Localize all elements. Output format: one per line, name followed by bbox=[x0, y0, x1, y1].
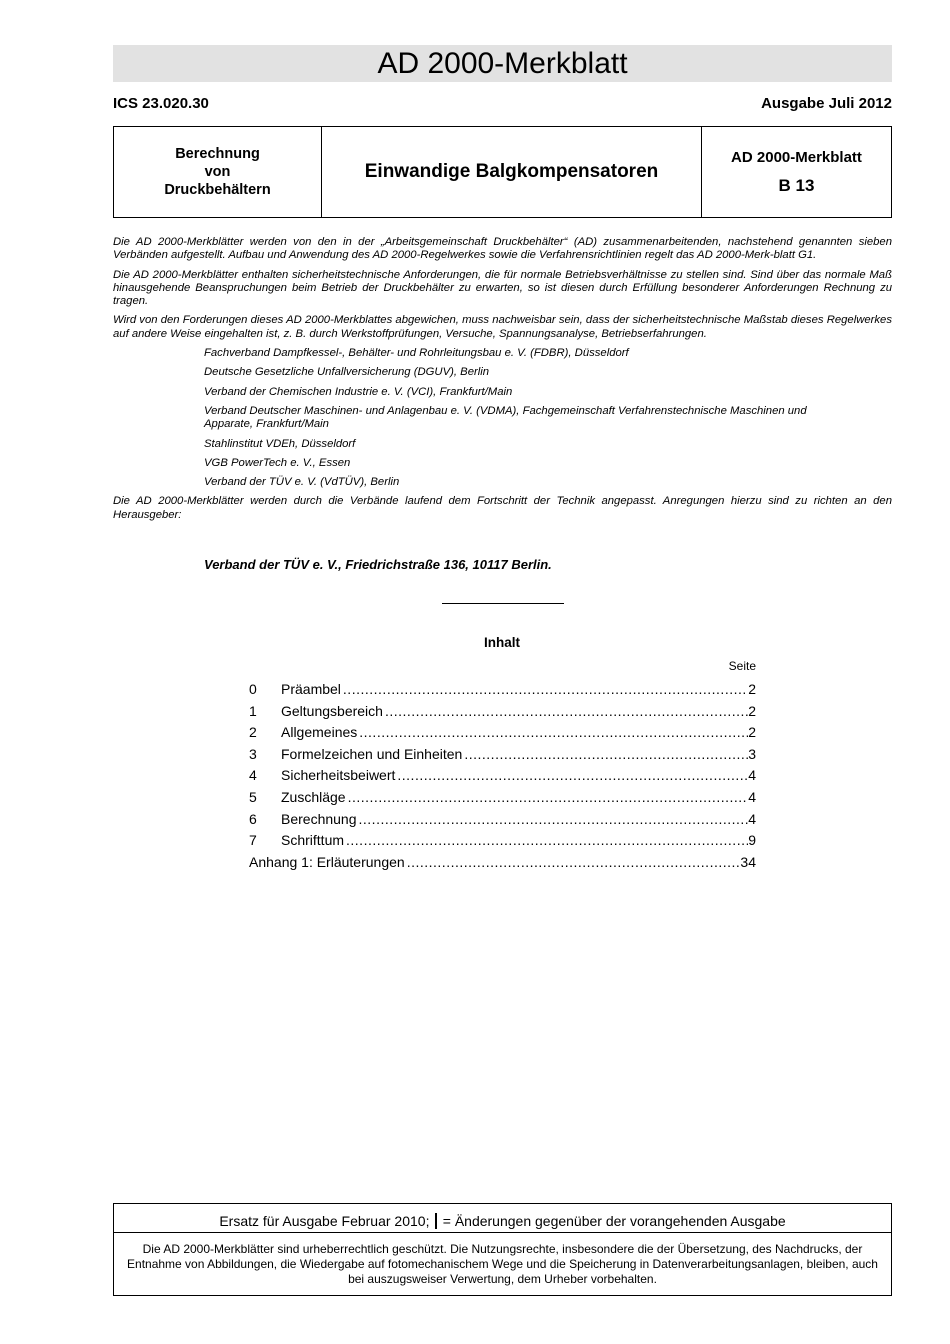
sheet-id-cell bbox=[702, 127, 891, 217]
toc-number: 1 bbox=[249, 702, 257, 719]
change-bar-icon bbox=[435, 1213, 437, 1229]
footer-box bbox=[113, 1203, 892, 1296]
toc-page: 3 bbox=[748, 745, 756, 762]
toc-title: Berechnung bbox=[281, 810, 357, 827]
toc-leader bbox=[405, 852, 741, 874]
category-cell bbox=[114, 127, 322, 217]
change-legend-text: = Änderungen gegenüber der vorangehenden Ausgabe bbox=[442, 1213, 786, 1229]
association-item: Stahlinstitut VDEh, Düsseldorf bbox=[204, 437, 356, 450]
association-item: Verband der TÜV e. V. (VdTÜV), Berlin bbox=[204, 476, 400, 489]
issue-date: Ausgabe Juli 2012 bbox=[761, 95, 892, 112]
intro-paragraph: Die AD 2000-Merkblätter enthalten sicherheitstechnische Anforderungen, die für normale Betriebsverhältnisse zu stellen sind. Sind über das normale Maß hinausgehende Beanspruchungen beim Betrieb der Druckbehälter zu erwarten, so ist diesen durch Erfüllung besonderer Anforderungen Rechnung zu tragen. bbox=[113, 268, 892, 308]
toc-number: 6 bbox=[249, 810, 257, 827]
table-of-contents bbox=[249, 679, 756, 873]
sheet-number: B 13 bbox=[778, 175, 815, 195]
sheet-series: AD 2000-Merkblatt bbox=[731, 148, 862, 166]
toc-entry[interactable] bbox=[249, 744, 756, 766]
association-item: Verband Deutscher Maschinen- und Anlagenbau e. V. (VDMA), Fachgemeinschaft Verfahrenstechnische Maschinen und Apparate, Frankfurt/Main bbox=[204, 404, 807, 431]
toc-entry[interactable] bbox=[249, 852, 756, 874]
category-line: Berechnung bbox=[175, 146, 260, 162]
toc-page-label: Seite bbox=[728, 659, 756, 673]
toc-number: 3 bbox=[249, 745, 257, 762]
subject-title: Einwandige Balgkompensatoren bbox=[322, 127, 702, 217]
toc-leader bbox=[344, 830, 748, 852]
toc-page: 2 bbox=[748, 702, 756, 719]
toc-leader bbox=[357, 809, 749, 831]
association-list bbox=[113, 347, 892, 489]
toc-number: 2 bbox=[249, 724, 257, 741]
toc-leader bbox=[395, 765, 748, 787]
toc-page: 4 bbox=[748, 788, 756, 805]
toc-page: 4 bbox=[748, 767, 756, 784]
toc-leader bbox=[462, 744, 748, 766]
category-line: von bbox=[204, 164, 231, 180]
intro-paragraph: Wird von den Forderungen dieses AD 2000-Merkblattes abgewichen, muss nachweisbar sein, dass der sicherheitstechnische Maßstab dieses Regelwerkes auf andere Weise eingehalten ist, z. B. durch Werkstoffprüfungen, Versuche, Spannungsanalyse, Betriebserfahrungen. bbox=[113, 314, 892, 340]
association-item: Fachverband Dampfkessel-, Behälter- und Rohrleitungsbau e. V. (FDBR), Düsseldorf bbox=[204, 347, 629, 360]
toc-title: Präambel bbox=[281, 681, 341, 697]
toc-entry[interactable] bbox=[249, 809, 756, 831]
toc-entry[interactable] bbox=[249, 679, 756, 701]
toc-title: Schrifttum bbox=[281, 832, 345, 849]
toc-entry[interactable] bbox=[249, 701, 756, 723]
divider bbox=[442, 603, 564, 604]
intro-paragraph: Die AD 2000-Merkblätter werden durch die Verbände laufend dem Fortschritt der Technik angepasst. Anregungen hierzu sind zu richten an den Herausgeber: bbox=[113, 495, 892, 521]
toc-title: Allgemeines bbox=[281, 724, 358, 741]
toc-title: Zuschläge bbox=[281, 788, 346, 805]
toc-page: 9 bbox=[748, 832, 756, 849]
document-title: AD 2000-Merkblatt bbox=[113, 45, 892, 82]
toc-page: 2 bbox=[748, 724, 756, 741]
toc-number: 0 bbox=[249, 681, 257, 697]
toc-number: 7 bbox=[249, 832, 257, 849]
toc-leader bbox=[346, 787, 749, 809]
toc-page: 2 bbox=[748, 681, 756, 697]
toc-heading: Inhalt bbox=[484, 635, 520, 650]
intro-paragraph: Die AD 2000-Merkblätter werden von den in der „Arbeitsgemeinschaft Druckbehälter“ (AD) zusammenarbeitenden, nachstehend genannten sieben Verbänden aufgestellt. Aufbau und Anwendung des AD 2000-Regelwerkes sowie die Verfahrensrichtlinien regelt das AD 2000-Merk-blatt G1. bbox=[113, 236, 892, 262]
toc-leader bbox=[383, 701, 748, 723]
toc-number: 5 bbox=[249, 788, 257, 805]
association-item: VGB PowerTech e. V., Essen bbox=[204, 456, 351, 469]
toc-entry[interactable] bbox=[249, 830, 756, 852]
toc-leader bbox=[357, 722, 748, 744]
toc-entry[interactable] bbox=[249, 722, 756, 744]
toc-entry[interactable] bbox=[249, 765, 756, 787]
replacement-note bbox=[114, 1204, 891, 1233]
association-item: Deutsche Gesetzliche Unfallversicherung (DGUV), Berlin bbox=[204, 366, 490, 379]
toc-title: Sicherheitsbeiwert bbox=[281, 767, 396, 784]
toc-entry[interactable] bbox=[249, 787, 756, 809]
header-box bbox=[113, 126, 892, 218]
toc-title: Geltungsbereich bbox=[281, 702, 383, 719]
category-line: Druckbehältern bbox=[164, 182, 271, 198]
toc-leader bbox=[341, 679, 748, 701]
copyright-notice: Die AD 2000-Merkblätter sind urheberrechtlich geschützt. Die Nutzungsrechte, insbesondere die der Übersetzung, des Nachdrucks, der Entnahme von Abbildungen, die Wiedergabe auf fotomechanischem Wege und die Speicherung in Datenverarbeitungsanlagen, bleiben, auch bei auszugsweiser Verwertung, dem Urheber vorbehalten. bbox=[127, 1242, 878, 1286]
association-item: Verband der Chemischen Industrie e. V. (VCI), Frankfurt/Main bbox=[204, 385, 513, 398]
toc-page: 4 bbox=[748, 810, 756, 827]
toc-title: Formelzeichen und Einheiten bbox=[281, 745, 463, 762]
toc-title: Anhang 1: Erläuterungen bbox=[249, 853, 405, 870]
replacement-text: Ersatz für Ausgabe Februar 2010; bbox=[219, 1213, 430, 1229]
toc-page: 34 bbox=[740, 853, 756, 870]
publisher-address: Verband der TÜV e. V., Friedrichstraße 136, 10117 Berlin. bbox=[204, 557, 552, 572]
ics-code: ICS 23.020.30 bbox=[113, 95, 209, 112]
toc-number: 4 bbox=[249, 767, 257, 784]
intro-section bbox=[113, 236, 892, 528]
